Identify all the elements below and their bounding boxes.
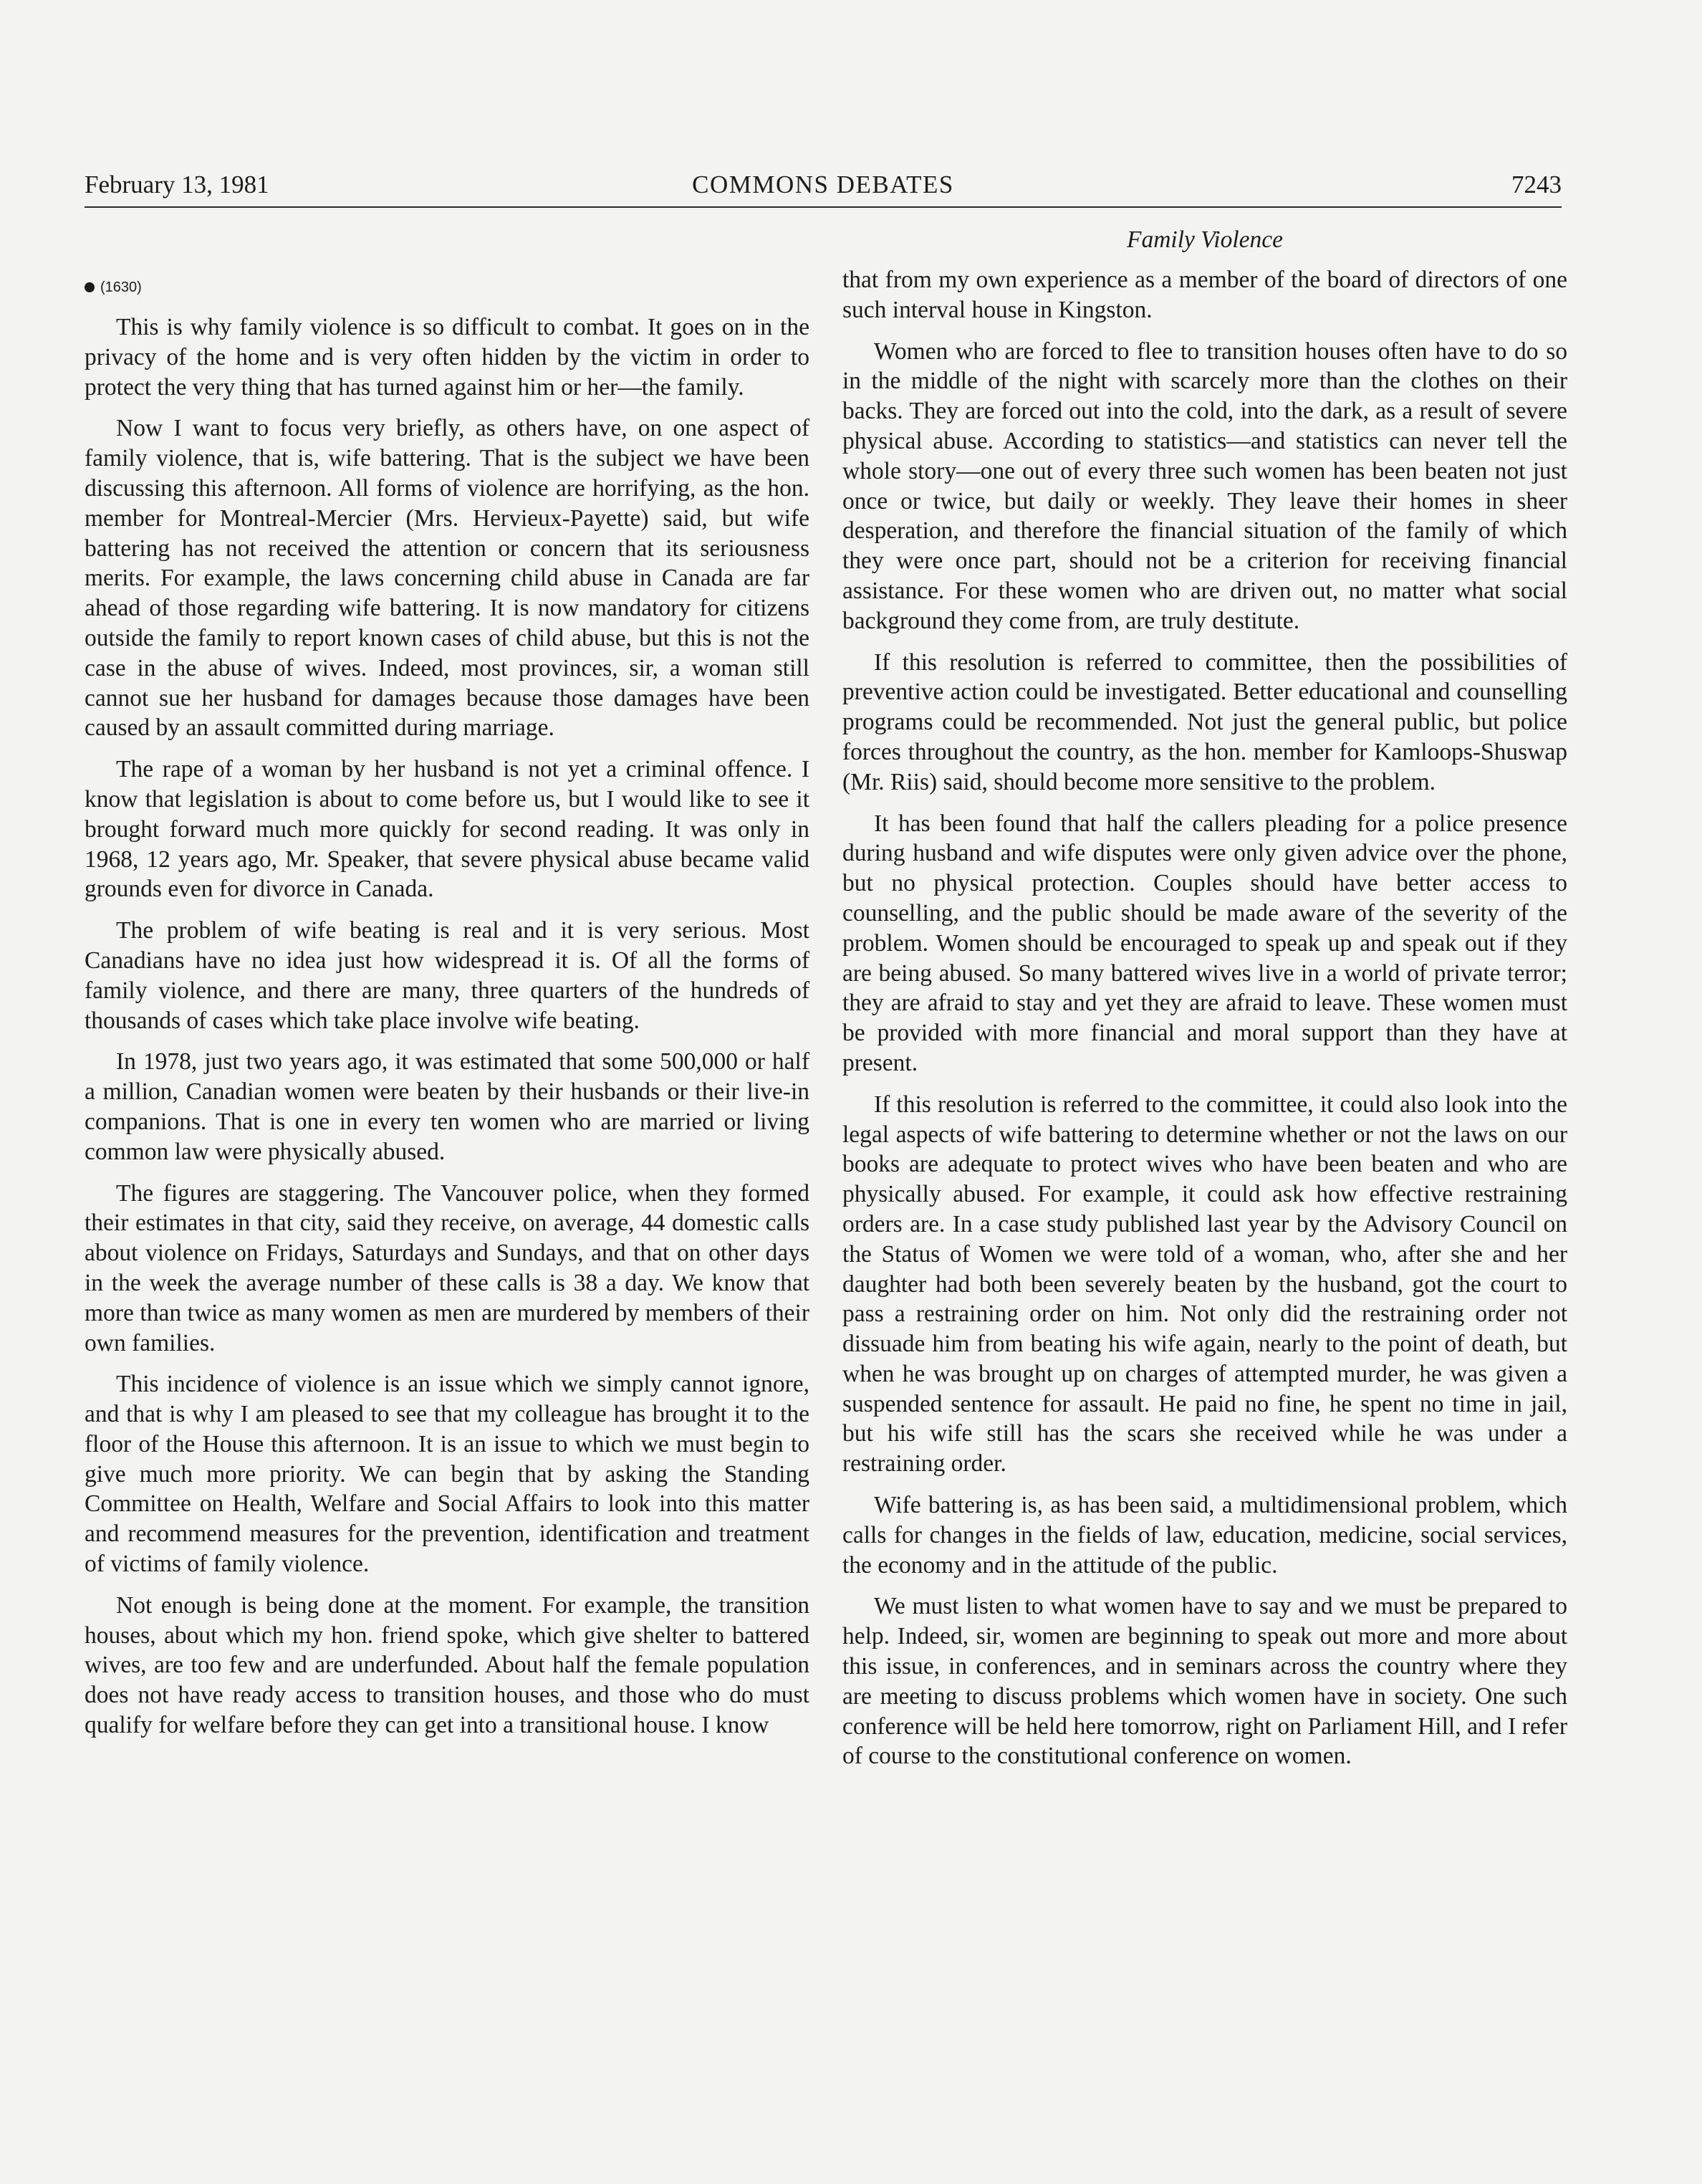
paragraph: This is why family violence is so difficult to combat. It goes on in the privacy of the home and is very often hidden by the victim in order to protect the very thing that has turned against him or her—the family.: [85, 314, 809, 401]
paragraph: Wife battering is, as has been said, a multidimensional problem, which calls for changes in the fields of law, education, medicine, social services, the economy and in the attitude of the public.: [842, 1492, 1567, 1579]
bullet-dot-icon: [85, 282, 95, 292]
paragraph: We must listen to what women have to say and we must be prepared to help. Indeed, sir, women are beginning to speak out more and more about this issue, in conferences, and in seminars across the country where they are meeting to discuss problems which women have in society. One such conference will be held here tomorrow, right on Parliament Hill, and I refer of course to the constitutional conference on women.: [842, 1593, 1567, 1770]
right-column: [842, 265, 1567, 1783]
paragraph: Women who are forced to flee to transition houses often have to do so in the middle of the night with scarcely more than the clothes on their backs. They are forced out into the cold, into the dark, as a result of severe physical abuse. According to statistics—and statistics can never tell the whole story—one out of every three such women has been beaten not just once or twice, but daily or weekly. They leave their homes in sheer desperation, and therefore the financial situation of the family of which they were once part, should not be a criterion for receiving financial assistance. For these women who are driven out, no matter what social background they come from, are truly destitute.: [842, 337, 1567, 634]
section-title: Family Violence: [1127, 226, 1283, 253]
paragraph: This incidence of violence is an issue which we simply cannot ignore, and that is why I am pleased to see that my colleague has brought it to the floor of the House this afternoon. It is an issue to which we must begin to give much more priority. We can begin that by asking the Standing Committee on Health, Welfare and Social Affairs to look into this matter and recommend measures for the prevention, identification and treatment of victims of family violence.: [85, 1371, 809, 1578]
paragraph: The problem of wife beating is real and it is very serious. Most Canadians have no idea just how widespread it is. Of all the forms of family violence, and there are many, three quarters of the hundreds of thousands of cases which take place involve wife beating.: [85, 917, 809, 1034]
paragraph: The figures are staggering. The Vancouver police, when they formed their estimates in that city, said they receive, on average, 44 domestic calls about violence on Fridays, Saturdays and Sundays, and that on other days in the week the average number of these calls is 38 a day. We know that more than twice as many women as men are murdered by members of their own families.: [85, 1179, 809, 1356]
paragraph: If this resolution is referred to committee, then the possibilities of preventive action could be investigated. Better educational and counselling programs could be recommended. Not just the general public, but police forces throughout the country, as the hon. member for Kamloops-Shuswap (Mr. Riis) said, should become more sensitive to the problem.: [842, 648, 1567, 795]
time-marker: [85, 277, 809, 298]
page-header: [85, 171, 1562, 206]
page-number: 7243: [1511, 171, 1562, 198]
header-date: February 13, 1981: [85, 171, 269, 198]
publication-title: COMMONS DEBATES: [692, 171, 954, 198]
paragraph: In 1978, just two years ago, it was estimated that some 500,000 or half a million, Canadian women were beaten by their husbands or their live-in companions. That is one in every ten women who are married or living common law were physically abused.: [85, 1048, 809, 1165]
paragraph: Now I want to focus very briefly, as others have, on one aspect of family violence, that is, wife battering. That is the subject we have been discussing this afternoon. All forms of violence are horrifying, as the hon. member for Montreal-Mercier (Mrs. Hervieux-Payette) said, but wife battering has not received the attention or concern that its seriousness merits. For example, the laws concerning child abuse in Canada are far ahead of those regarding wife battering. It is now mandatory for citizens outside the family to report known cases of child abuse, but this is not the case in the abuse of wives. Indeed, most provinces, sir, a woman still cannot sue her husband for damages because those damages have been caused by an assault committed during marriage.: [85, 415, 809, 742]
paragraph-continued: that from my own experience as a member of the board of directors of one such interval house in Kingston.: [842, 267, 1567, 323]
paragraph: The rape of a woman by her husband is not yet a criminal offence. I know that legislation is about to come before us, but I would like to see it brought forward much more quickly for second reading. It was only in 1968, 12 years ago, Mr. Speaker, that severe physical abuse became valid grounds even for divorce in Canada.: [85, 756, 809, 903]
paragraph: If this resolution is referred to the committee, it could also look into the legal aspects of wife battering to determine whether or not the laws on our books are adequate to protect wives who have been beaten and who are physically abused. For example, it could ask how effective restraining orders are. In a case study published last year by the Advisory Council on the Status of Women we were told of a woman, who, after she and her daughter had both been severely beaten by the husband, got the court to pass a restraining order on him. Not only did the restraining order not dissuade him from beating his wife again, nearly to the point of death, but when he was brought up on charges of attempted murder, he was given a suspended sentence for assault. He paid no fine, he spent no time in jail, but his wife still has the scars she received while he was under a restraining order.: [842, 1091, 1567, 1477]
header-rule: [85, 206, 1562, 208]
time-marker-text: (1630): [100, 279, 142, 295]
left-column: [85, 265, 809, 1752]
paragraph: Not enough is being done at the moment. For example, the transition houses, about which my hon. friend spoke, which give shelter to battered wives, are too few and are underfunded. About half the female population does not have ready access to transition houses, and those who do must qualify for welfare before they can get into a transitional house. I know: [85, 1591, 809, 1739]
paragraph: It has been found that half the callers pleading for a police presence during husband and wife disputes were only given advice over the phone, but no physical protection. Couples should have better access to counselling, and the public should be made aware of the severity of the problem. Women should be encouraged to speak up and speak out if they are being abused. So many battered wives live in a world of private terror; they are afraid to stay and yet they are afraid to leave. These women must be provided with more financial and moral support than they have at present.: [842, 810, 1567, 1076]
